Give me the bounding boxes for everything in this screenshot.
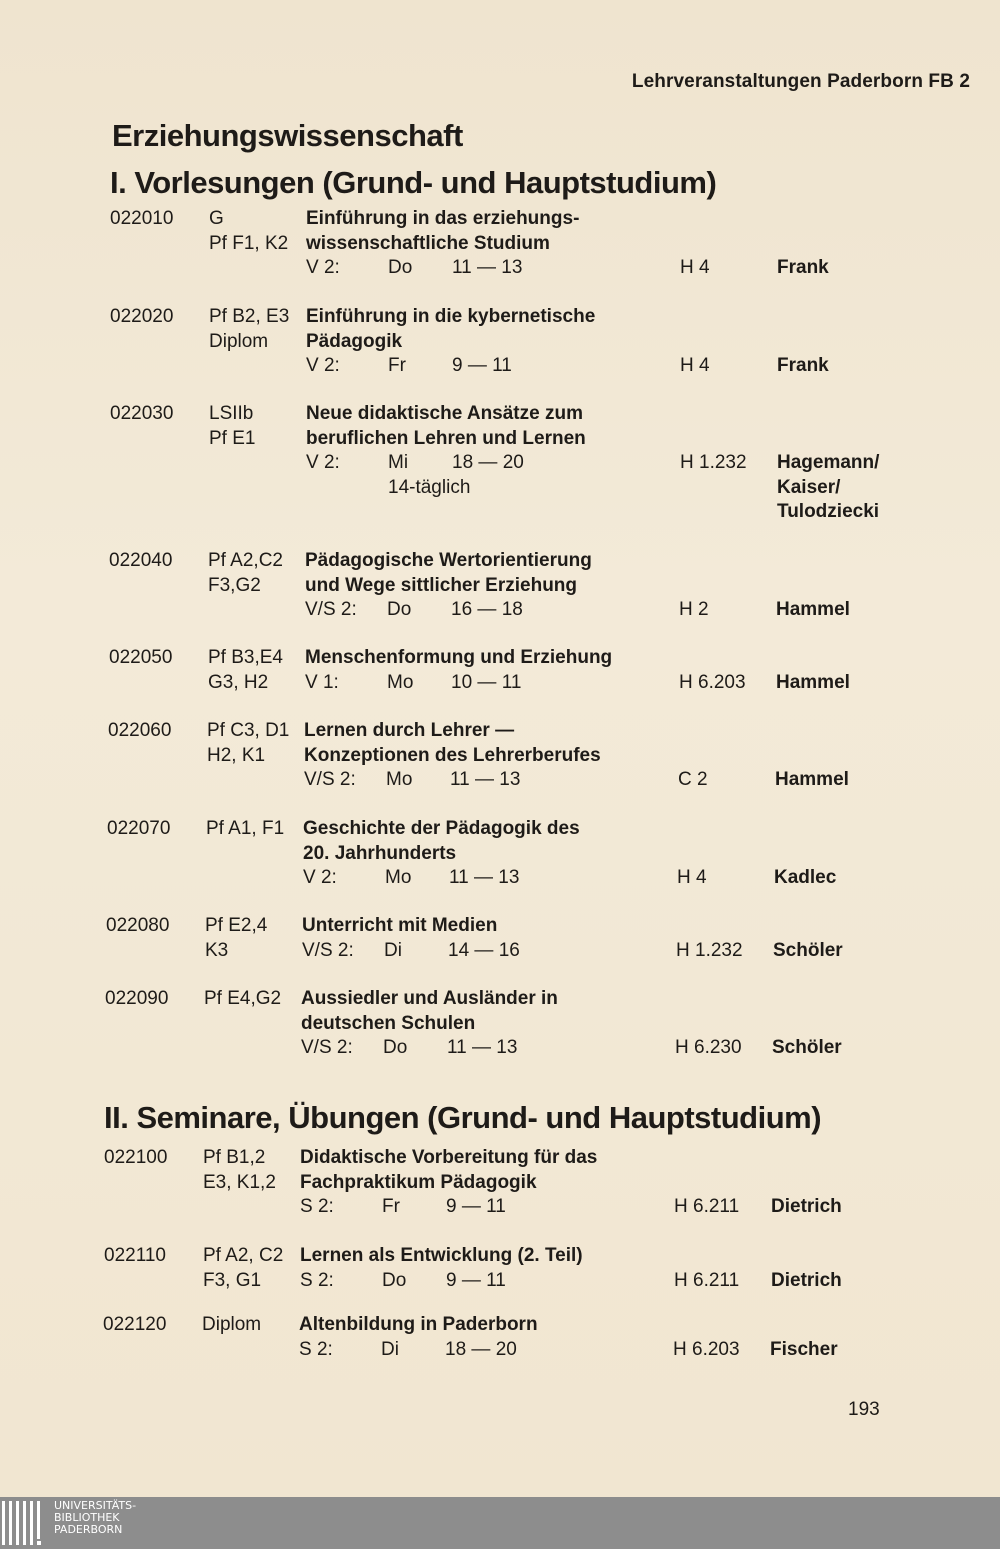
course-day: Di (384, 939, 402, 961)
course-title-line: Menschenformung und Erziehung (305, 647, 613, 668)
course-lecturers (776, 671, 850, 696)
course-time: 11 — 13 (447, 1037, 518, 1058)
course-codes (208, 549, 283, 598)
course-codes (208, 646, 283, 695)
course-title-line: wissenschaftliche Studium (306, 232, 550, 254)
library-name-line: PADERBORN (54, 1523, 123, 1536)
course-lecturer-line: Hammel (776, 599, 850, 620)
course-lecturers (773, 939, 843, 964)
course-time: 18 — 20 (452, 452, 524, 473)
course-room: H 1.232 (680, 452, 747, 473)
course-code-line: E3, K1,2 (203, 1171, 276, 1193)
course-title-line: Einführung in die kybernetische (306, 306, 596, 327)
running-header: Lehrveranstaltungen Paderborn FB 2 (631, 71, 970, 92)
course-lecturers (775, 768, 849, 793)
course-day: Mi (388, 452, 409, 473)
course-code-line: Diplom (202, 1314, 262, 1335)
course-lecturer-line: Kadlec (774, 867, 837, 888)
course-day: Do (383, 1037, 408, 1058)
course-number: 022110 (104, 1245, 166, 1266)
course-time: 11 — 13 (452, 257, 523, 278)
course-lecturer-line: Schöler (773, 939, 843, 961)
course-lecturers (771, 1195, 842, 1220)
course-time: 10 — 11 (451, 671, 522, 693)
course-day: Mo (385, 867, 412, 888)
course-lecturer-line: Tulodziecki (777, 501, 880, 522)
course-code-line: H2, K1 (207, 744, 266, 766)
course-room: H 4 (680, 257, 710, 278)
course-lecturer-line: Frank (777, 355, 829, 376)
course-code-line: Pf A1, F1 (206, 818, 285, 839)
course-codes (209, 402, 255, 451)
course-title-line: Didaktische Vorbereitung für das (300, 1147, 598, 1168)
course-codes (204, 987, 281, 1012)
course-number: 022100 (104, 1147, 168, 1168)
course-number: 022070 (107, 818, 171, 839)
course-title (306, 207, 579, 256)
course-code-line: Pf B2, E3 (209, 306, 290, 327)
course-format: V 2: (306, 355, 340, 376)
course-title-line: Einführung in das erziehungs- (306, 208, 580, 229)
course-room: H 4 (680, 355, 710, 376)
course-day: Do (382, 1269, 407, 1291)
course-codes (202, 1313, 261, 1338)
course-format: V 1: (305, 671, 339, 693)
course-number: 022090 (105, 988, 169, 1009)
course-lecturers (770, 1338, 838, 1363)
course-codes (209, 207, 288, 256)
course-code-line: Pf A2,C2 (208, 550, 283, 571)
course-title-line: deutschen Schulen (301, 1012, 476, 1034)
course-room: H 2 (679, 599, 709, 620)
course-lecturer-line: Kaiser/ (777, 476, 841, 498)
course-code-line: Pf A2, C2 (203, 1245, 284, 1266)
course-lecturers (777, 451, 879, 525)
library-name-line: UNIVERSITÄTS- (54, 1499, 137, 1512)
course-room: H 6.211 (674, 1269, 740, 1291)
course-day: Mo (386, 769, 413, 790)
course-number: 022010 (110, 208, 174, 229)
course-time: 9 — 11 (446, 1269, 506, 1291)
course-number: 022050 (109, 647, 173, 668)
course-title-line: Lernen durch Lehrer — (304, 720, 515, 741)
library-name-line: BIBLIOTHEK (54, 1511, 120, 1524)
course-title-line: und Wege sittlicher Erziehung (305, 574, 578, 596)
course-title-line: Geschichte der Pädagogik des (303, 818, 580, 839)
course-title (304, 719, 601, 768)
course-room: H 6.230 (675, 1037, 742, 1058)
course-room: H 6.203 (673, 1338, 740, 1360)
course-lecturers (772, 1036, 842, 1061)
library-logo-icon (2, 1501, 44, 1545)
course-day: Di (381, 1338, 399, 1360)
course-time: 18 — 20 (445, 1338, 517, 1360)
course-title-line: Neue didaktische Ansätze zum (306, 403, 583, 424)
course-codes (203, 1146, 276, 1195)
course-code-line: Diplom (209, 330, 269, 352)
course-day: Do (387, 599, 412, 620)
course-code-line: K3 (205, 939, 229, 961)
course-lecturer-line: Frank (777, 257, 829, 278)
course-lecturer-line: Hammel (775, 769, 849, 790)
section-title-seminars: II. Seminare, Übungen (Grund- und Hauptstudium) (104, 1100, 822, 1135)
course-code-line: Pf F1, K2 (209, 232, 289, 254)
course-number: 022060 (108, 720, 172, 741)
course-title (300, 1146, 597, 1195)
course-title-line: 20. Jahrhunderts (303, 842, 457, 864)
course-lecturer-line: Schöler (772, 1037, 842, 1058)
section-title-lectures: I. Vorlesungen (Grund- und Hauptstudium) (110, 165, 717, 200)
course-lecturer-line: Dietrich (771, 1196, 842, 1217)
page-title: Erziehungswissenschaft (112, 118, 463, 153)
course-number: 022020 (110, 306, 174, 327)
course-number: 022040 (109, 550, 173, 571)
course-title-line: Pädagogische Wertorientierung (305, 550, 592, 571)
course-lecturers (771, 1269, 842, 1294)
course-day: Do (388, 257, 413, 278)
course-format: S 2: (300, 1269, 334, 1291)
course-title-line: Lernen als Entwicklung (2. Teil) (300, 1245, 583, 1266)
course-format: V/S 2: (302, 939, 354, 961)
course-title (306, 402, 586, 451)
course-title (301, 987, 558, 1036)
course-title-line: Pädagogik (306, 330, 403, 352)
course-codes (209, 305, 289, 354)
course-time: 9 — 11 (452, 355, 512, 376)
course-lecturers (776, 598, 850, 623)
course-format: V 2: (306, 257, 340, 278)
course-codes (203, 1244, 283, 1293)
course-title (303, 817, 580, 866)
course-code-line: Pf E4,G2 (204, 988, 282, 1009)
course-lecturers (777, 354, 829, 379)
course-format: V/S 2: (304, 769, 356, 790)
course-time: 11 — 13 (449, 867, 520, 888)
course-title-line: Konzeptionen des Lehrerberufes (304, 744, 601, 766)
course-day: Fr (388, 355, 406, 376)
course-title-line: Altenbildung in Paderborn (299, 1314, 538, 1335)
course-lecturer-line: Hammel (776, 671, 850, 693)
library-name (54, 1500, 136, 1536)
course-title (302, 914, 497, 939)
course-room: H 4 (677, 867, 707, 888)
course-room: H 1.232 (676, 939, 743, 961)
course-code-line: F3, G1 (203, 1269, 262, 1291)
course-code-line: G (209, 208, 224, 229)
course-code-line: G3, H2 (208, 671, 269, 693)
course-title (299, 1313, 538, 1338)
course-code-line: Pf B3,E4 (208, 647, 283, 668)
course-lecturers (777, 256, 829, 281)
course-title-line: beruflichen Lehren und Lernen (306, 427, 586, 449)
page-number: 193 (848, 1399, 880, 1420)
course-format: V/S 2: (301, 1037, 353, 1058)
course-note: 14-täglich (388, 476, 471, 498)
course-lecturer-line: Fischer (770, 1338, 838, 1360)
course-title-line: Unterricht mit Medien (302, 915, 498, 936)
course-code-line: F3,G2 (208, 574, 261, 596)
course-code-line: Pf C3, D1 (207, 720, 290, 741)
course-codes (206, 817, 284, 842)
course-codes (205, 914, 267, 963)
course-code-line: Pf E1 (209, 427, 256, 449)
course-lecturer-line: Hagemann/ (777, 452, 880, 473)
course-title-line: Aussiedler und Ausländer in (301, 988, 558, 1009)
course-time: 9 — 11 (446, 1196, 506, 1217)
course-title (305, 549, 592, 598)
course-lecturer-line: Dietrich (771, 1269, 842, 1291)
course-format: S 2: (299, 1338, 333, 1360)
course-title (305, 646, 612, 671)
course-number: 022030 (110, 403, 174, 424)
course-room: H 6.203 (679, 671, 746, 693)
course-format: V/S 2: (305, 599, 357, 620)
course-time: 16 — 18 (451, 599, 523, 620)
course-number: 022120 (103, 1314, 167, 1335)
course-code-line: Pf B1,2 (203, 1147, 266, 1168)
course-number: 022080 (106, 915, 170, 936)
course-time: 14 — 16 (448, 939, 520, 961)
course-code-line: LSIIb (209, 403, 254, 424)
course-room: C 2 (678, 769, 708, 790)
course-code-line: Pf E2,4 (205, 915, 268, 936)
course-day: Fr (382, 1196, 400, 1217)
course-format: V 2: (303, 867, 337, 888)
course-title-line: Fachpraktikum Pädagogik (300, 1171, 537, 1193)
library-footer-bar (0, 1497, 1000, 1549)
course-title (300, 1244, 583, 1269)
course-time: 11 — 13 (450, 769, 521, 790)
course-format: V 2: (306, 452, 340, 473)
course-codes (207, 719, 289, 768)
course-room: H 6.211 (674, 1196, 740, 1217)
course-lecturers (774, 866, 836, 891)
course-format: S 2: (300, 1196, 334, 1217)
course-day: Mo (387, 671, 414, 693)
course-title (306, 305, 595, 354)
